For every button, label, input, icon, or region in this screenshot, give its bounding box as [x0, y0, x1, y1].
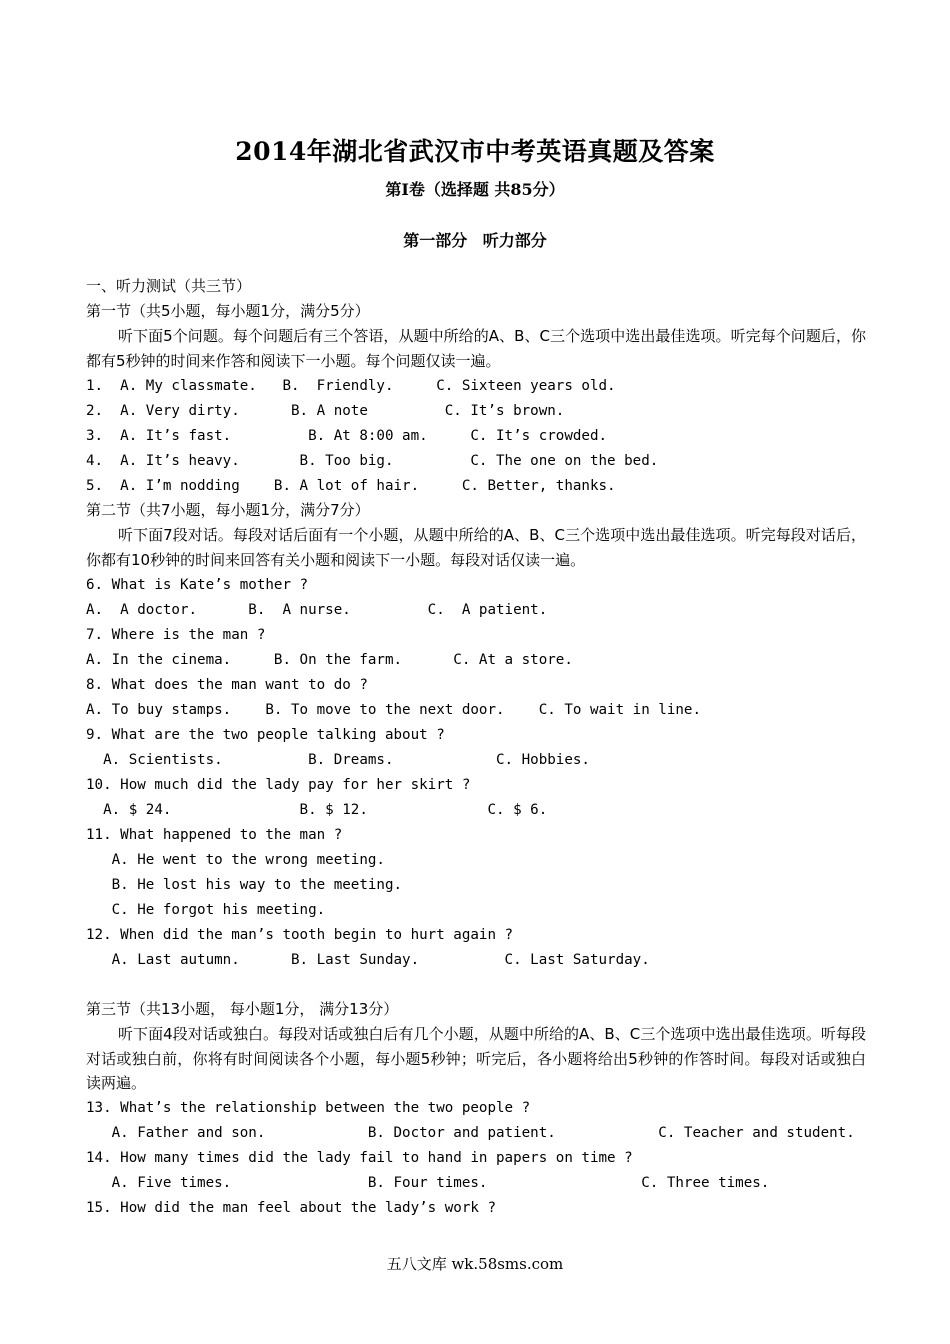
option-line: A. Father and son. B. Doctor and patient. C. Teacher and student.	[86, 1125, 855, 1141]
option-line: A. He went to the wrong meeting.	[86, 852, 385, 868]
question-line: 7. Where is the man ?	[86, 627, 266, 643]
section3-instructions: 听下面4段对话或独白。每段对话或独白后有几个小题，从题中所给的A、B、C三个选项中选出最佳选项。听每段对话或独白前，你将有时间阅读各个小题，每小题5秒钟；听完后，各小题将给出5秒钟的作答时间。每段对话或独白读两遍。	[86, 1025, 866, 1092]
question-line: 4. A. It’s heavy. B. Too big. C. The one on the bed.	[86, 453, 659, 469]
option-line: A. A doctor. B. A nurse. C. A patient.	[86, 602, 548, 618]
option-line: A. Last autumn. B. Last Sunday. C. Last Saturday.	[86, 952, 650, 968]
question-line: 12. When did the man’s tooth begin to hurt again ?	[86, 927, 514, 943]
part-heading: 第一部分 听力部分	[403, 231, 547, 250]
section3-heading: 第三节（共13小题， 每小题1分， 满分13分）	[86, 1000, 399, 1018]
question-line: 13. What’s the relationship between the two people ?	[86, 1100, 531, 1116]
question-line: 14. How many times did the lady fail to hand in papers on time ?	[86, 1150, 633, 1166]
section1-heading: 第一节（共5小题，每小题1分，满分5分）	[86, 302, 370, 320]
question-line: 10. How much did the lady pay for her skirt ?	[86, 777, 471, 793]
section2-instructions: 听下面7段对话。每段对话后面有一个小题，从题中所给的A、B、C三个选项中选出最佳选项。听完每段对话后，你都有10秒钟的时间来回答有关小题和阅读下一小题。每段对话仅读一遍。	[86, 526, 866, 569]
option-line: B. He lost his way to the meeting.	[86, 877, 403, 893]
question-line: 6. What is Kate’s mother ?	[86, 577, 309, 593]
question-line: 9. What are the two people talking about ?	[86, 727, 445, 743]
section-main-heading: 一、听力测试（共三节）	[86, 277, 252, 295]
option-line: A. In the cinema. B. On the farm. C. At a store.	[86, 652, 573, 668]
option-line: A. $ 24. B. $ 12. C. $ 6.	[86, 802, 548, 818]
question-line: 8. What does the man want to do ?	[86, 677, 368, 693]
question-line: 15. How did the man feel about the lady’s work ?	[86, 1200, 496, 1216]
question-line: 5. A. I’m nodding B. A lot of hair. C. Better, thanks.	[86, 478, 616, 494]
option-line: A. Five times. B. Four times. C. Three times.	[86, 1175, 770, 1191]
option-line: A. To buy stamps. B. To move to the next door. C. To wait in line.	[86, 702, 701, 718]
question-line: 2. A. Very dirty. B. A note C. It’s brown.	[86, 403, 565, 419]
volume-subtitle: 第Ⅰ卷（选择题 共85分）	[385, 180, 565, 199]
section2-heading: 第二节（共7小题，每小题1分，满分7分）	[86, 501, 370, 519]
option-line: C. He forgot his meeting.	[86, 902, 326, 918]
footer-watermark-text: 五八文库 wk.58sms.com	[386, 1255, 564, 1273]
page-title: 2014年湖北省武汉市中考英语真题及答案	[235, 137, 715, 166]
section1-instructions: 听下面5个问题。每个问题后有三个答语，从题中所给的A、B、C三个选项中选出最佳选项。听完每个问题后，你都有5秒钟的时间来作答和阅读下一小题。每个问题仅读一遍。	[86, 327, 866, 370]
option-line: A. Scientists. B. Dreams. C. Hobbies.	[86, 752, 590, 768]
question-line: 1. A. My classmate. B. Friendly. C. Sixteen years old.	[86, 378, 616, 394]
question-line: 11. What happened to the man ?	[86, 827, 343, 843]
question-line: 3. A. It’s fast. B. At 8:00 am. C. It’s crowded.	[86, 428, 608, 444]
